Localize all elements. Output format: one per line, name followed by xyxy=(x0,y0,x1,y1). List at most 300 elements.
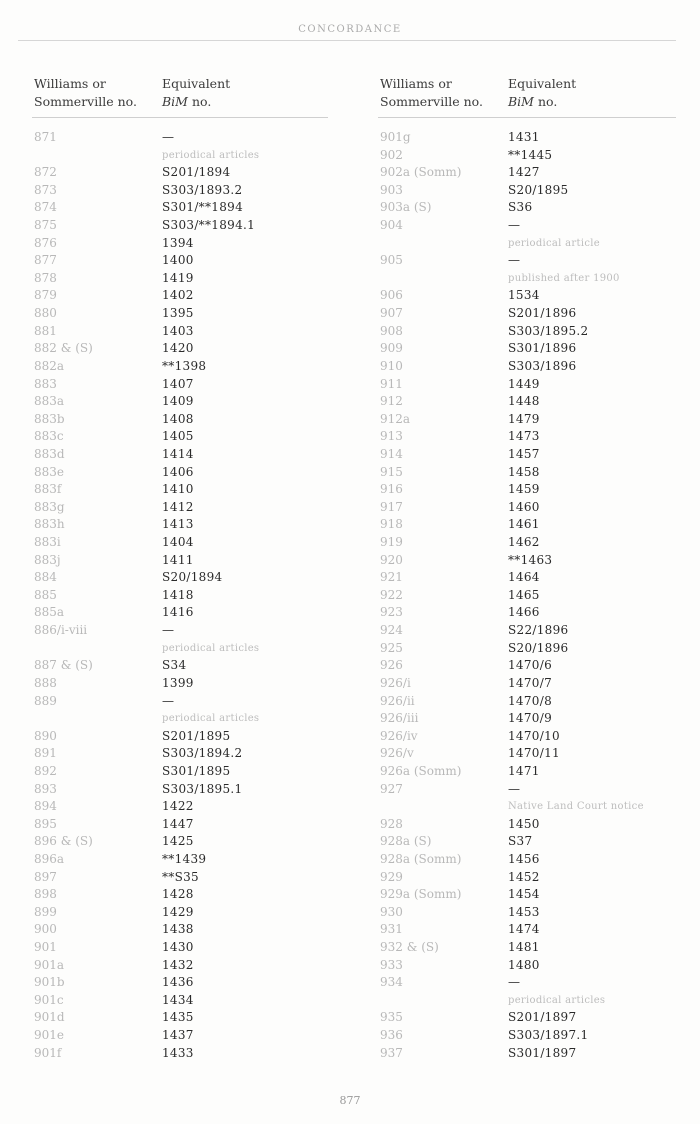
bim-number: 1464 xyxy=(508,570,540,585)
bim-number: S201/1896 xyxy=(508,306,577,321)
williams-number: 915 xyxy=(380,464,403,479)
table-row xyxy=(380,1009,678,1027)
running-head: CONCORDANCE xyxy=(298,24,402,35)
table-row xyxy=(380,1027,678,1045)
bim-number: S303/1894.2 xyxy=(162,746,243,761)
note-row xyxy=(34,640,330,658)
williams-number: 883h xyxy=(34,517,65,532)
williams-number: 928a (S) xyxy=(380,834,432,849)
bim-number: 1470/11 xyxy=(508,746,560,761)
page-number: 877 xyxy=(339,1094,361,1107)
note-row xyxy=(380,992,678,1010)
bim-number: 1412 xyxy=(162,499,194,514)
bim-number: 1454 xyxy=(508,887,540,902)
table-row xyxy=(34,798,330,816)
williams-number: 879 xyxy=(34,288,57,303)
table-row xyxy=(380,481,678,499)
williams-number: 896a xyxy=(34,851,65,866)
bim-number: — xyxy=(508,975,521,990)
williams-number: 898 xyxy=(34,887,57,902)
bim-number: 1395 xyxy=(162,306,194,321)
bim-number: 1407 xyxy=(162,376,194,391)
williams-number: 897 xyxy=(34,869,57,884)
table-row xyxy=(34,886,330,904)
table-row xyxy=(34,957,330,975)
bim-number: S20/1896 xyxy=(508,640,569,655)
williams-number: 883j xyxy=(34,552,61,567)
bim-number: 1414 xyxy=(162,446,194,461)
williams-number: 931 xyxy=(380,922,403,937)
williams-number xyxy=(380,798,508,816)
table-row xyxy=(34,182,330,200)
table-row xyxy=(34,921,330,939)
table-row xyxy=(34,851,330,869)
williams-number: 922 xyxy=(380,587,403,602)
bim-number: — xyxy=(508,218,521,233)
bim-number: 1430 xyxy=(162,940,194,955)
bim-number: S301/1897 xyxy=(508,1045,577,1060)
williams-number: 903a (S) xyxy=(380,200,432,215)
table-row xyxy=(34,323,330,341)
bim-number: 1459 xyxy=(508,482,540,497)
bim-number: **1398 xyxy=(162,358,207,373)
williams-number: 887 & (S) xyxy=(34,658,93,673)
bim-number: **1463 xyxy=(508,552,553,567)
williams-number: 913 xyxy=(380,429,403,444)
table-row xyxy=(380,340,678,358)
left-column-header xyxy=(34,75,330,111)
bim-number: S303/1897.1 xyxy=(508,1028,589,1043)
table-row xyxy=(380,323,678,341)
note-text: periodical articles xyxy=(508,994,606,1006)
bim-number: 1470/8 xyxy=(508,693,553,708)
table-row xyxy=(380,464,678,482)
table-row xyxy=(380,287,678,305)
williams-number: 874 xyxy=(34,200,57,215)
bim-number: 1394 xyxy=(162,235,194,250)
bim-number: 1462 xyxy=(508,535,540,550)
table-row xyxy=(380,957,678,975)
bim-number: 1534 xyxy=(508,288,540,303)
bim-number: 1403 xyxy=(162,323,194,338)
table-row xyxy=(34,1027,330,1045)
table-row xyxy=(380,428,678,446)
table-row xyxy=(34,904,330,922)
williams-number: 889 xyxy=(34,693,57,708)
bim-number: 1481 xyxy=(508,940,540,955)
williams-number: 912 xyxy=(380,394,403,409)
bim-number: S301/**1894 xyxy=(162,200,244,215)
table-row xyxy=(34,235,330,253)
bim-number: 1402 xyxy=(162,288,194,303)
table-row xyxy=(380,569,678,587)
williams-number: 928 xyxy=(380,816,403,831)
table-row xyxy=(380,939,678,957)
table-row xyxy=(34,974,330,992)
williams-number: 930 xyxy=(380,904,403,919)
table-row xyxy=(34,358,330,376)
williams-number: 911 xyxy=(380,376,403,391)
williams-number: 884 xyxy=(34,570,57,585)
williams-number: 926a (Somm) xyxy=(380,763,462,778)
bim-number: S34 xyxy=(162,658,187,673)
bim-number: S303/**1894.1 xyxy=(162,218,256,233)
williams-number: 885a xyxy=(34,605,65,620)
bim-number: 1480 xyxy=(508,957,540,972)
table-row xyxy=(34,763,330,781)
bim-number: 1470/10 xyxy=(508,728,560,743)
williams-number xyxy=(34,710,162,728)
williams-number: 903 xyxy=(380,182,403,197)
table-row xyxy=(380,164,678,182)
note-row xyxy=(380,235,678,253)
table-row xyxy=(380,587,678,605)
bim-number: 1470/9 xyxy=(508,711,553,726)
table-row xyxy=(34,199,330,217)
williams-number: 888 xyxy=(34,675,57,690)
bim-number: 1428 xyxy=(162,887,194,902)
bim-number: — xyxy=(162,693,175,708)
bim-number: 1418 xyxy=(162,587,194,602)
table-row xyxy=(34,693,330,711)
bim-number: 1466 xyxy=(508,605,540,620)
table-row xyxy=(34,516,330,534)
note-text: periodical articles xyxy=(162,642,260,654)
table-row xyxy=(34,992,330,1010)
bim-number: 1400 xyxy=(162,253,194,268)
bim-number: 1404 xyxy=(162,535,194,550)
bim-number: 1410 xyxy=(162,482,194,497)
bim-number: 1429 xyxy=(162,904,194,919)
williams-number: 926/ii xyxy=(380,693,415,708)
williams-number: 877 xyxy=(34,253,57,268)
table-row xyxy=(380,710,678,728)
table-row xyxy=(380,833,678,851)
bim-number: 1460 xyxy=(508,499,540,514)
table-row xyxy=(34,252,330,270)
table-row xyxy=(380,446,678,464)
williams-number: 891 xyxy=(34,746,57,761)
note-row xyxy=(380,798,678,816)
williams-number: 899 xyxy=(34,904,57,919)
williams-number xyxy=(34,147,162,165)
williams-number: 936 xyxy=(380,1028,403,1043)
williams-number: 905 xyxy=(380,253,403,268)
table-row xyxy=(34,816,330,834)
table-row xyxy=(380,358,678,376)
williams-number: 873 xyxy=(34,182,57,197)
table-row xyxy=(380,147,678,165)
williams-number: 881 xyxy=(34,323,57,338)
williams-number: 927 xyxy=(380,781,403,796)
williams-number: 901b xyxy=(34,975,65,990)
bim-number: 1406 xyxy=(162,464,194,479)
bim-number: 1479 xyxy=(508,411,540,426)
table-row xyxy=(380,376,678,394)
williams-number xyxy=(380,270,508,288)
table-row xyxy=(380,622,678,640)
bim-number: 1399 xyxy=(162,675,194,690)
bim-number: 1450 xyxy=(508,816,540,831)
williams-number xyxy=(380,235,508,253)
note-row xyxy=(380,270,678,288)
bim-number: 1453 xyxy=(508,904,540,919)
williams-number: 924 xyxy=(380,623,403,638)
williams-number: 906 xyxy=(380,288,403,303)
table-row xyxy=(34,1009,330,1027)
bim-number: 1474 xyxy=(508,922,540,937)
table-row xyxy=(34,481,330,499)
williams-number: 909 xyxy=(380,341,403,356)
williams-number: 910 xyxy=(380,358,403,373)
williams-number: 883c xyxy=(34,429,64,444)
table-row xyxy=(34,622,330,640)
williams-number: 901d xyxy=(34,1010,65,1025)
table-row xyxy=(380,816,678,834)
williams-number: 901c xyxy=(34,992,64,1007)
table-row xyxy=(34,287,330,305)
williams-number: 914 xyxy=(380,446,403,461)
equivalent-header: Equivalent BiM no. xyxy=(508,76,577,109)
table-row xyxy=(34,745,330,763)
williams-number: 933 xyxy=(380,957,403,972)
bim-number: 1433 xyxy=(162,1045,194,1060)
note-row xyxy=(34,710,330,728)
table-row xyxy=(34,499,330,517)
table-row xyxy=(380,728,678,746)
bim-number: 1416 xyxy=(162,605,194,620)
bim-number: 1434 xyxy=(162,992,194,1007)
bim-number: 1457 xyxy=(508,446,540,461)
bim-number: S20/1895 xyxy=(508,182,569,197)
williams-number: 917 xyxy=(380,499,403,514)
table-row xyxy=(34,393,330,411)
bim-number: 1408 xyxy=(162,411,194,426)
williams-number: 883a xyxy=(34,394,65,409)
bim-number: 1447 xyxy=(162,816,194,831)
williams-number: 932 & (S) xyxy=(380,940,439,955)
williams-number: 901a xyxy=(34,957,65,972)
table-row xyxy=(380,217,678,235)
table-row xyxy=(380,552,678,570)
bim-number: 1458 xyxy=(508,464,540,479)
table-row xyxy=(380,252,678,270)
bim-number: **1439 xyxy=(162,851,207,866)
right-column xyxy=(380,75,678,1062)
bim-number: S36 xyxy=(508,200,533,215)
bim-number: 1452 xyxy=(508,869,540,884)
bim-number: 1449 xyxy=(508,376,540,391)
bim-number: 1425 xyxy=(162,834,194,849)
williams-number: 872 xyxy=(34,165,57,180)
table-row xyxy=(34,869,330,887)
note-text: periodical article xyxy=(508,237,600,249)
williams-number: 882 & (S) xyxy=(34,341,93,356)
table-row xyxy=(34,534,330,552)
williams-number: 883 xyxy=(34,376,57,391)
table-row xyxy=(34,446,330,464)
williams-number: 923 xyxy=(380,605,403,620)
table-row xyxy=(34,305,330,323)
bim-number: 1419 xyxy=(162,270,194,285)
williams-number: 912a xyxy=(380,411,411,426)
table-row xyxy=(34,552,330,570)
williams-number: 926 xyxy=(380,658,403,673)
bim-number: S22/1896 xyxy=(508,623,569,638)
table-row xyxy=(380,411,678,429)
table-row xyxy=(34,569,330,587)
williams-number: 880 xyxy=(34,306,57,321)
table-row xyxy=(380,604,678,622)
williams-number: 885 xyxy=(34,587,57,602)
bim-number: 1431 xyxy=(508,130,540,144)
table-row xyxy=(380,640,678,658)
williams-number: 929 xyxy=(380,869,403,884)
note-text: periodical articles xyxy=(162,149,260,161)
williams-number: 919 xyxy=(380,535,403,550)
right-rows xyxy=(380,129,678,1062)
table-row xyxy=(380,305,678,323)
williams-number: 902a (Somm) xyxy=(380,165,462,180)
williams-number: 928a (Somm) xyxy=(380,851,462,866)
table-row xyxy=(34,728,330,746)
bim-number: S303/1893.2 xyxy=(162,182,243,197)
williams-number: 902 xyxy=(380,147,403,162)
column-header-rule xyxy=(32,117,328,118)
bim-number: S301/1896 xyxy=(508,341,577,356)
williams-number: 916 xyxy=(380,482,403,497)
table-row xyxy=(380,534,678,552)
bim-number: S201/1894 xyxy=(162,165,231,180)
table-row xyxy=(34,376,330,394)
bim-number: 1473 xyxy=(508,429,540,444)
table-row xyxy=(380,745,678,763)
table-row xyxy=(380,675,678,693)
table-row xyxy=(34,164,330,182)
table-row xyxy=(380,886,678,904)
williams-number: 883b xyxy=(34,411,65,426)
bim-number: 1470/6 xyxy=(508,658,553,673)
bim-number: 1413 xyxy=(162,517,194,532)
williams-number xyxy=(34,640,162,658)
williams-number: 926/v xyxy=(380,746,414,761)
bim-number: 1438 xyxy=(162,922,194,937)
williams-number: 893 xyxy=(34,781,57,796)
williams-number xyxy=(380,992,508,1010)
table-row xyxy=(380,693,678,711)
bim-number: S20/1894 xyxy=(162,570,223,585)
williams-number: 875 xyxy=(34,218,57,233)
note-text: periodical articles xyxy=(162,713,260,725)
note-row xyxy=(34,147,330,165)
williams-number: 926/i xyxy=(380,675,411,690)
williams-number: 908 xyxy=(380,323,403,338)
bim-number: 1405 xyxy=(162,429,194,444)
williams-number: 920 xyxy=(380,552,403,567)
table-row xyxy=(380,199,678,217)
williams-number: 901e xyxy=(34,1028,65,1043)
bim-number: 1411 xyxy=(162,552,194,567)
bim-number: 1470/7 xyxy=(508,675,553,690)
bim-number: S37 xyxy=(508,834,533,849)
bim-number: 1461 xyxy=(508,517,540,532)
williams-number: 886/i-viii xyxy=(34,623,88,638)
right-column-header xyxy=(380,75,678,111)
williams-number: 929a (Somm) xyxy=(380,887,462,902)
table-row xyxy=(380,657,678,675)
table-row xyxy=(34,340,330,358)
williams-number: 883d xyxy=(34,446,65,461)
bim-number: S301/1895 xyxy=(162,763,231,778)
table-row xyxy=(34,833,330,851)
table-row xyxy=(380,851,678,869)
left-rows xyxy=(34,129,330,1062)
table-row xyxy=(34,464,330,482)
table-row xyxy=(380,781,678,799)
williams-number: 901f xyxy=(34,1045,62,1060)
williams-number: 937 xyxy=(380,1045,403,1060)
bim-number: 1471 xyxy=(508,763,540,778)
williams-number: 895 xyxy=(34,816,57,831)
table-row xyxy=(380,763,678,781)
header-rule xyxy=(18,40,676,41)
column-header-rule xyxy=(378,117,676,118)
williams-number: 921 xyxy=(380,570,403,585)
table-row xyxy=(380,974,678,992)
bim-number: 1436 xyxy=(162,975,194,990)
bim-number: **S35 xyxy=(162,869,199,884)
table-row xyxy=(34,939,330,957)
table-row xyxy=(34,129,330,147)
williams-number: 883e xyxy=(34,464,65,479)
bim-number: 1420 xyxy=(162,341,194,356)
table-row xyxy=(34,587,330,605)
williams-number: 918 xyxy=(380,517,403,532)
table-row xyxy=(380,516,678,534)
williams-number: 878 xyxy=(34,270,57,285)
bim-number: 1456 xyxy=(508,851,540,866)
bim-number: — xyxy=(162,623,175,638)
bim-number: — xyxy=(508,253,521,268)
equivalent-header: Equivalent BiM no. xyxy=(162,76,231,109)
williams-number: 883i xyxy=(34,535,61,550)
williams-number: 907 xyxy=(380,306,403,321)
bim-number: — xyxy=(162,130,175,144)
note-text: Native Land Court notice xyxy=(508,801,644,813)
williams-number: 904 xyxy=(380,218,403,233)
bim-number: S201/1897 xyxy=(508,1010,577,1025)
table-row xyxy=(34,657,330,675)
williams-number: 896 & (S) xyxy=(34,834,93,849)
bim-number: **1445 xyxy=(508,147,553,162)
bim-number: — xyxy=(508,781,521,796)
table-row xyxy=(34,411,330,429)
table-row xyxy=(380,1045,678,1063)
bim-number: 1435 xyxy=(162,1010,194,1025)
table-row xyxy=(380,904,678,922)
williams-number: 901 xyxy=(34,940,57,955)
table-row xyxy=(34,1045,330,1063)
bim-number: S201/1895 xyxy=(162,728,231,743)
williams-number: 894 xyxy=(34,799,57,814)
williams-number: 901g xyxy=(380,130,411,144)
bim-number: 1409 xyxy=(162,394,194,409)
bim-number: 1422 xyxy=(162,799,194,814)
bim-number: 1427 xyxy=(508,165,540,180)
williams-number: 882a xyxy=(34,358,65,373)
table-row xyxy=(34,270,330,288)
note-text: published after 1900 xyxy=(508,272,620,284)
